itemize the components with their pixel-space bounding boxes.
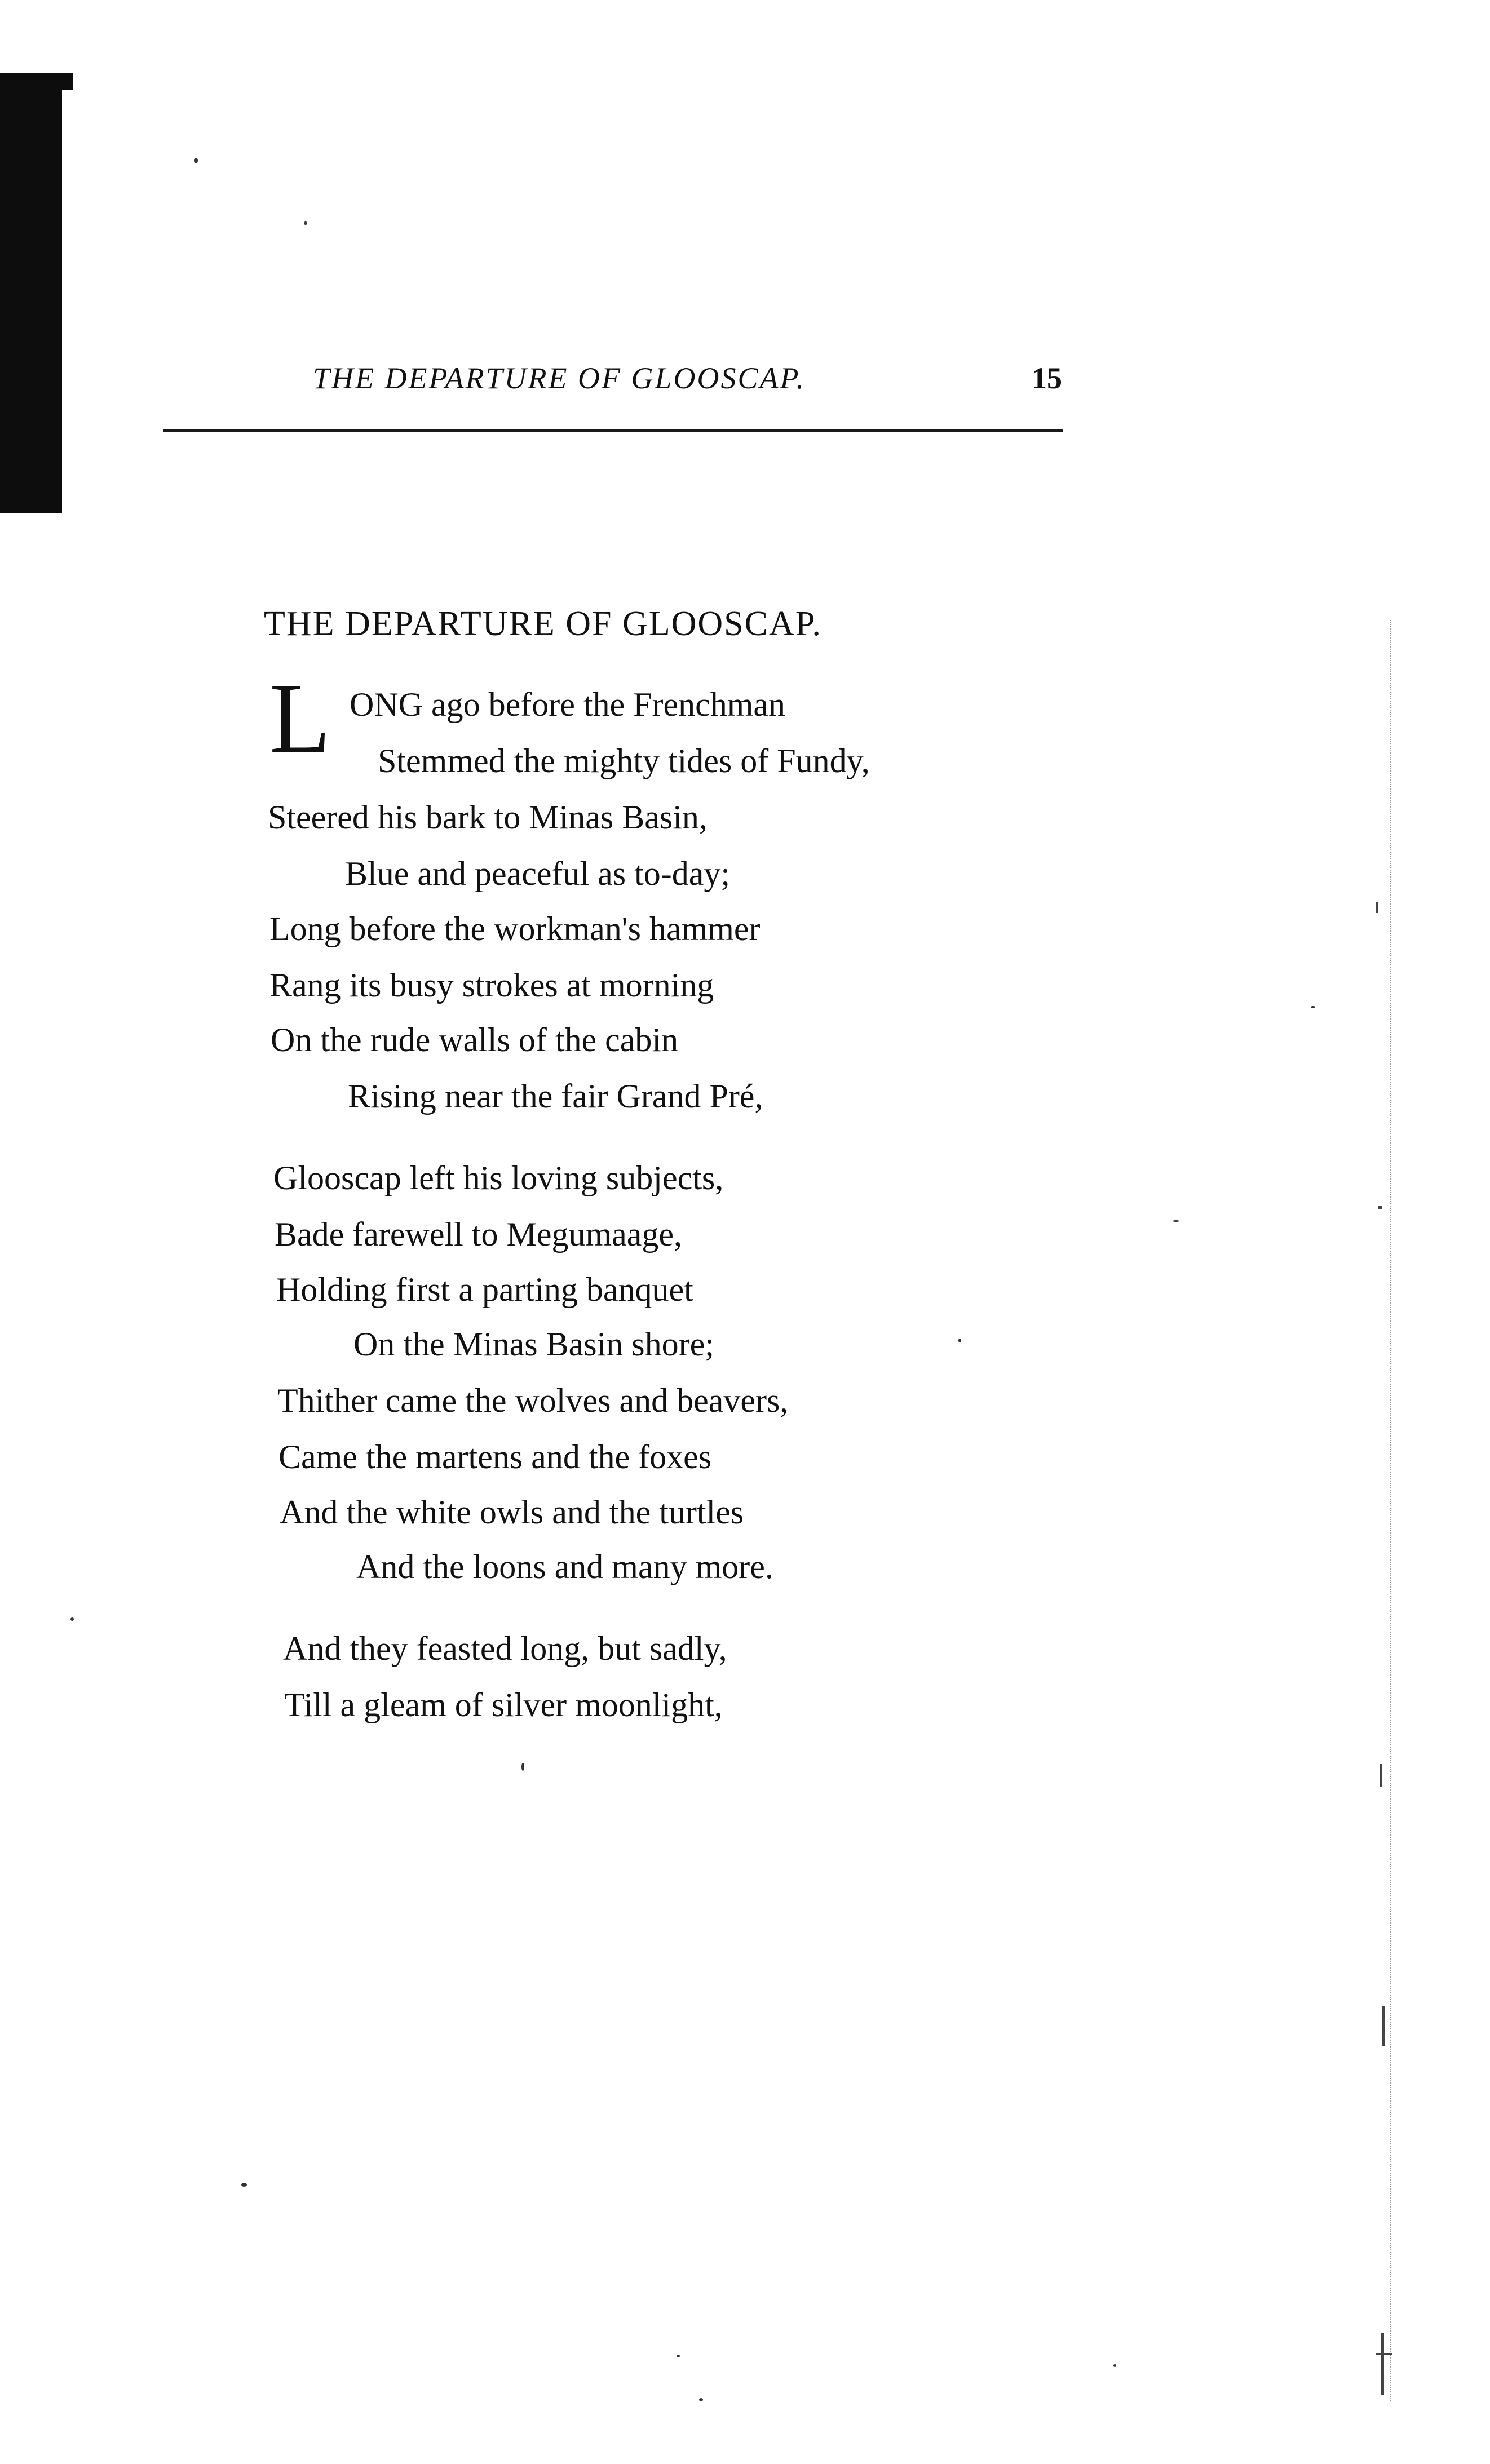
drop-cap: L [269, 662, 331, 774]
margin-mark [1382, 2006, 1385, 2046]
scan-speck [521, 1763, 524, 1771]
poem-line: And they feasted long, but sadly, [283, 1630, 727, 1667]
poem-line: Thither came the wolves and beavers, [277, 1382, 789, 1419]
scan-speck [70, 1617, 74, 1621]
poem-line: Rang its busy strokes at morning [269, 967, 714, 1004]
margin-mark [1380, 1764, 1382, 1787]
poem-line: Bade farewell to Megumaage, [275, 1216, 683, 1253]
page-number: 15 [1032, 361, 1062, 395]
poem-line: Holding first a parting banquet [276, 1271, 693, 1308]
poem-line: Stemmed the mighty tides of Fundy, [378, 742, 870, 779]
poem-line: Till a gleam of silver moonlight, [284, 1686, 723, 1723]
poem-line: On the rude walls of the cabin [271, 1021, 679, 1058]
poem-line: Rising near the fair Grand Pré, [348, 1078, 763, 1115]
scan-speck [241, 2183, 247, 2187]
margin-mark [1378, 1206, 1382, 1209]
margin-noise [1373, 620, 1391, 2401]
scan-speck [958, 1339, 961, 1342]
poem-line: And the loons and many more. [356, 1548, 773, 1585]
binding-edge [0, 73, 62, 513]
scan-speck [194, 158, 198, 163]
poem-title: THE DEPARTURE OF GLOOSCAP. [264, 605, 822, 643]
running-head: THE DEPARTURE OF GLOOSCAP. [313, 361, 806, 395]
scan-speck [699, 2398, 703, 2401]
scan-speck [677, 2355, 680, 2357]
margin-mark [1376, 2353, 1392, 2355]
poem-line: Blue and peaceful as to-day; [345, 855, 731, 892]
header-rule [163, 429, 1063, 432]
binding-edge-cap [0, 73, 73, 90]
poem-line: Long before the workman's hammer [269, 910, 761, 947]
scan-speck [1311, 1006, 1315, 1008]
margin-mark [1381, 2333, 1384, 2395]
scan-speck [304, 221, 307, 225]
margin-mark [1376, 902, 1378, 913]
poem-line: And the white owls and the turtles [280, 1494, 744, 1531]
poem-line: Steered his bark to Minas Basin, [268, 799, 708, 836]
poem-line: On the Minas Basin shore; [353, 1326, 714, 1363]
scan-speck [1173, 1220, 1179, 1222]
poem-line: ONG ago before the Frenchman [350, 686, 786, 723]
scan-speck [1113, 2364, 1116, 2367]
poem-line: Came the martens and the foxes [278, 1438, 712, 1475]
poem-line: Glooscap left his loving subjects, [273, 1159, 724, 1196]
